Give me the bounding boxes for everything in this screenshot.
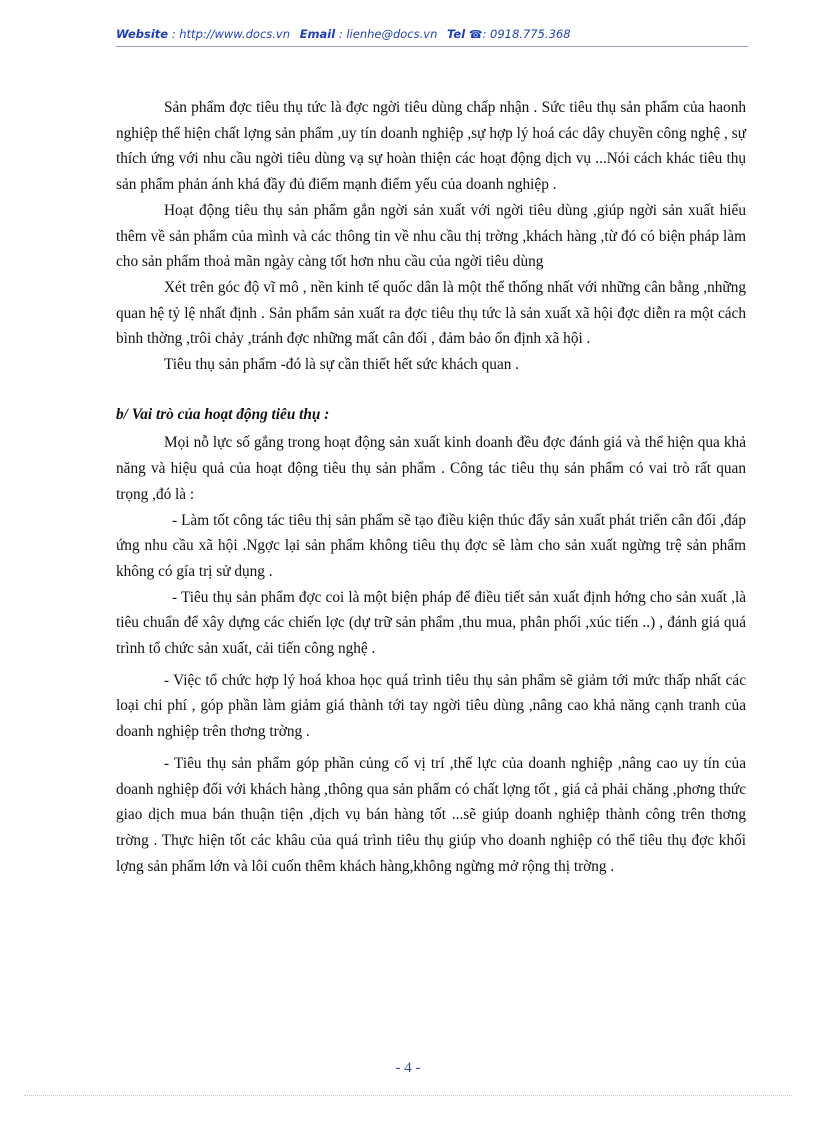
email-address[interactable]: : lienhe@docs.vn [338,27,438,41]
paragraph-1: Sản phẩm đợc tiêu thụ tức là đợc ngời tiêu dùng chấp nhận . Sức tiêu thụ sản phẩm của haonh nghiệp thể hiện chất lợng sản phẩm ,uy tín doanh nghiệp ,sự hợp lý hoá các dây chuyền công nghệ , sự thích ứng với nhu cầu ngời tiêu dùng vạ sự hoàn thiện các hoạt động dịch vụ ...Nói cách khác tiêu thụ sản phẩm phản ánh khá đầy đủ điểm mạnh điểm yếu của doanh nghiệp . [116,99,746,194]
header-divider [116,46,748,47]
section-heading: b/ Vai trò của hoạt động tiêu thụ : [116,405,330,423]
footer-divider [24,1095,792,1096]
page-number: - 4 - [395,1060,421,1076]
paragraph-5: Mọi nỗ lực số gắng trong hoạt động sản xuất kinh doanh đều đợc đánh giá và thể hiện qua khả năng và hiệu quả của hoạt động tiêu thụ sản phẩm . Công tác tiêu thụ sản phẩm có vai trò rất quan trọng ,đó là : [116,434,746,503]
bullet-4: - Tiêu thụ sản phẩm góp phần củng cố vị trí ,thế lực của doanh nghiệp ,nâng cao uy tín của doanh nghiệp đối với khách hàng ,thông qua sản phẩm có chất lợng tốt , giá cả phải chăng ,phơng thức giao dịch mua bán thuận tiện ,dịch vụ bán hàng tốt ...sẽ giúp doanh nghiệp thành công trên thơng trờng . Thực hiện tốt các khâu của quá trình tiêu thụ giúp vho doanh nghiệp có thể tiêu thụ đợc khối lợng sản phẩm lớn và lôi cuốn thêm khách hàng,không ngừng mở rộng thị trờng . [116,754,746,875]
tel-label: Tel [447,27,466,41]
paragraph-2: Hoạt động tiêu thụ sản phẩm gắn ngời sản xuất với ngời tiêu dùng ,giúp ngời sản xuất hiểu thêm về sản phẩm của mình và các thông tin về nhu cầu thị trờng ,khách hàng ,từ đó có biện pháp làm cho sản phẩm thoả mãn ngày càng tốt hơn nhu cầu của ngời tiêu dùng [116,201,746,271]
paragraph-3: Xét trên góc độ vĩ mô , nền kinh tế quốc dân là một thể thống nhất với những cân bằng ,những quan hệ tỷ lệ nhất định . Sản phẩm sản xuất ra đợc tiêu thụ tức là sản xuất xã hội đợc diễn ra một cách bình thờng ,trôi chảy ,tránh đợc những mất cân đối , đảm bảo ổn định xã hội . [116,278,746,348]
website-label: Website [116,27,169,41]
bullet-1: - Làm tốt công tác tiêu thị sản phẩm sẽ tạo điều kiện thúc đẩy sản xuất phát triển cân đối ,đáp ứng nhu cầu xã hội .Ngợc lại sản phẩm không tiêu thụ đợc sẽ làm cho sản xuất ngừng trệ sản phẩm không có gía trị sử dụng . [116,511,746,580]
paragraph-4: Tiêu thụ sản phẩm -đó là sự cần thiết hết sức khách quan . [164,356,520,374]
website-url[interactable]: : http://www.docs.vn [171,27,291,41]
email-label: Email [299,27,336,41]
page-header [116,27,748,41]
bullet-2: - Tiêu thụ sản phẩm đợc coi là một biện pháp để điều tiết sản xuất định hớng cho sản xuất ,là tiêu chuẩn để xây dựng các chiến lợc (dự trữ sản phẩm ,thu mua, phân phối ,xúc tiến ..) , đánh giá quá trình tổ chức sản xuất, cải tiến công nghệ . [116,588,746,658]
document-body [116,95,746,879]
bullet-3: - Việc tổ chức hợp lý hoá khoa học quá trình tiêu thụ sản phẩm sẽ giảm tới mức thấp nhất các loại chi phí , góp phần làm giảm giá thành tới tay ngời tiêu dùng ,nâng cao khả năng cạnh tranh của doanh nghiệp trên thơng trờng . [116,671,746,741]
phone-icon: ☎ [468,28,483,41]
tel-number: : 0918.775.368 [482,27,571,41]
